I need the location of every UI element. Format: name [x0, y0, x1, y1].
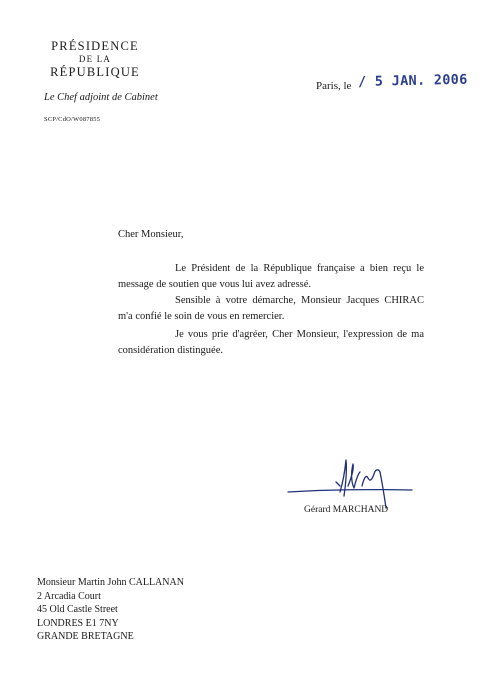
address-line: 45 Old Castle Street	[37, 604, 118, 615]
letterhead-line-2: DE LA	[78, 54, 112, 64]
date-place: Paris, le	[316, 80, 352, 92]
signatory-name: Gérard MARCHAND	[304, 505, 389, 515]
body-paragraph-1: Le Président de la République française a bien reçu le message de soutien que vous lui avez adressé.	[118, 263, 424, 290]
recipient-address	[37, 576, 184, 644]
address-line: Monsieur Martin John CALLANAN	[37, 577, 184, 588]
letterhead-line-3: RÉPUBLIQUE	[50, 65, 140, 79]
letterhead-line-1: PRÉSIDENCE	[51, 39, 139, 53]
address-line: GRANDE BRETAGNE	[37, 631, 134, 642]
body-paragraph-3: Je vous prie d'agréer, Cher Monsieur, l'expression de ma considération distinguée.	[118, 329, 424, 356]
date-stamp: / 5 JAN. 2006	[357, 71, 468, 90]
reference-number: SCP/CdO/W087855	[44, 116, 101, 123]
sender-title: Le Chef adjoint de Cabinet	[44, 92, 158, 103]
letterhead	[40, 40, 150, 79]
salutation: Cher Monsieur,	[118, 229, 184, 240]
address-line: LONDRES E1 7NY	[37, 617, 119, 629]
body-paragraph-2: Sensible à votre démarche, Monsieur Jacques CHIRAC m'a confié le soin de vous en remercier.	[118, 295, 424, 322]
address-line: 2 Arcadia Court	[37, 590, 101, 602]
